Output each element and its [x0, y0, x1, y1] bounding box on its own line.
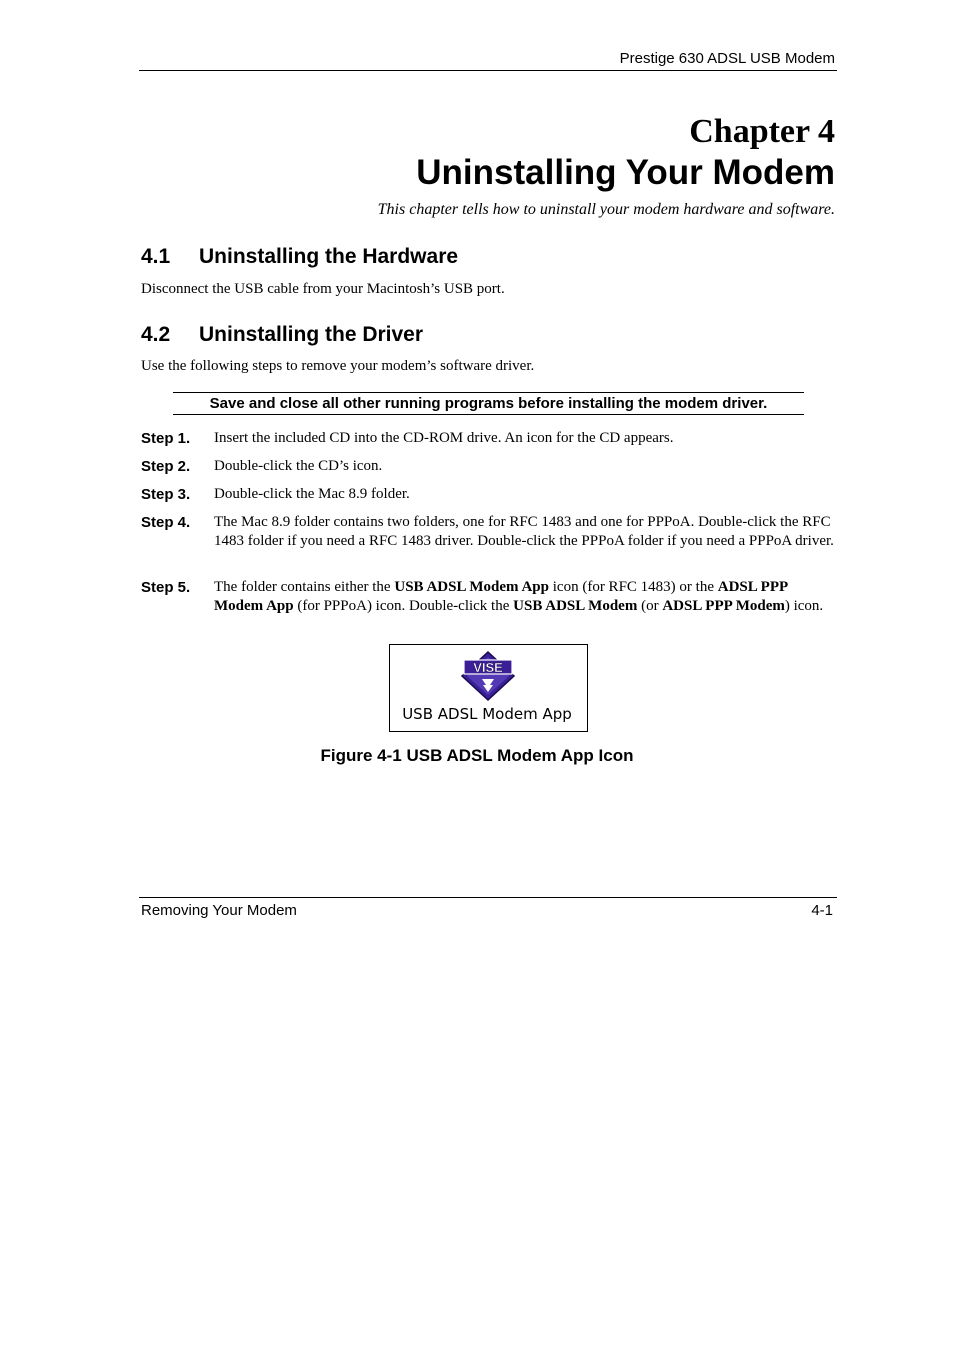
step-text-part: The folder contains either the: [214, 579, 395, 595]
step-text: Double-click the Mac 8.9 folder.: [214, 486, 410, 502]
step-text: The Mac 8.9 folder contains two folders, one for RFC 1483 and one for PPPoA. Double-click the RFC 1483 folder if you need a RFC 1483 driver. Double-click the PPPoA folder if you need a PPPoA driver.: [214, 514, 834, 549]
step-text-part: (or: [637, 597, 663, 614]
figure-caption: Figure 4-1 USB ADSL Modem App Icon: [320, 746, 634, 765]
step-text-part: (for PPPoA) icon. Double-click the: [293, 597, 514, 614]
step-text: Insert the included CD into the CD-ROM drive. An icon for the CD appears.: [214, 430, 674, 446]
step-text-part: ) icon.: [784, 597, 824, 614]
note-text: Save and close all other running programs before installing the modem driver.: [209, 395, 768, 412]
step-text-bold: ADSL PPP Modem App: [214, 579, 788, 614]
step-label: Step 5.: [141, 579, 191, 596]
figure-frame: [389, 644, 588, 732]
footer-chapter-title: Removing Your Modem: [141, 902, 297, 919]
note-box: [173, 392, 804, 415]
vise-installer-icon: [390, 645, 587, 731]
running-header: [139, 49, 837, 71]
section-number: 4.1: [141, 245, 171, 268]
running-footer: [139, 897, 837, 924]
section-title: Uninstalling the Hardware: [199, 245, 459, 268]
section-title: Uninstalling the Driver: [199, 323, 424, 346]
chapter-description: This chapter tells how to uninstall your modem hardware and software.: [377, 201, 835, 218]
step-text-bold: USB ADSL Modem: [513, 597, 638, 614]
step-label: Step 1.: [141, 430, 191, 447]
step-label: Step 3.: [141, 486, 191, 503]
section-number: 4.2: [141, 323, 171, 346]
icon-text: VISE: [473, 660, 503, 675]
step-text: [214, 578, 834, 615]
chapter-heading: [416, 112, 835, 193]
step-label: Step 4.: [141, 514, 191, 531]
section-heading-4-2: [141, 323, 423, 347]
icon-label: USB ADSL Modem App: [402, 705, 572, 723]
section-4-2-text: Use the following steps to remove your modem’s software driver.: [141, 358, 535, 374]
step-text-bold: ADSL PPP Modem: [662, 597, 785, 614]
section-heading-4-1: [141, 245, 458, 269]
chapter-title: Uninstalling Your Modem: [416, 153, 835, 192]
step-text: Double-click the CD’s icon.: [214, 458, 383, 474]
step-text-bold: USB ADSL Modem App: [394, 579, 549, 595]
step-label: Step 2.: [141, 458, 191, 475]
section-4-1-text: Disconnect the USB cable from your Macintosh’s USB port.: [141, 281, 505, 297]
running-header-title: Prestige 630 ADSL USB Modem: [619, 50, 835, 67]
chapter-number: Chapter 4: [689, 113, 835, 150]
step-text-part: icon (for RFC 1483) or the: [549, 579, 718, 595]
page-number: 4-1: [811, 902, 833, 919]
